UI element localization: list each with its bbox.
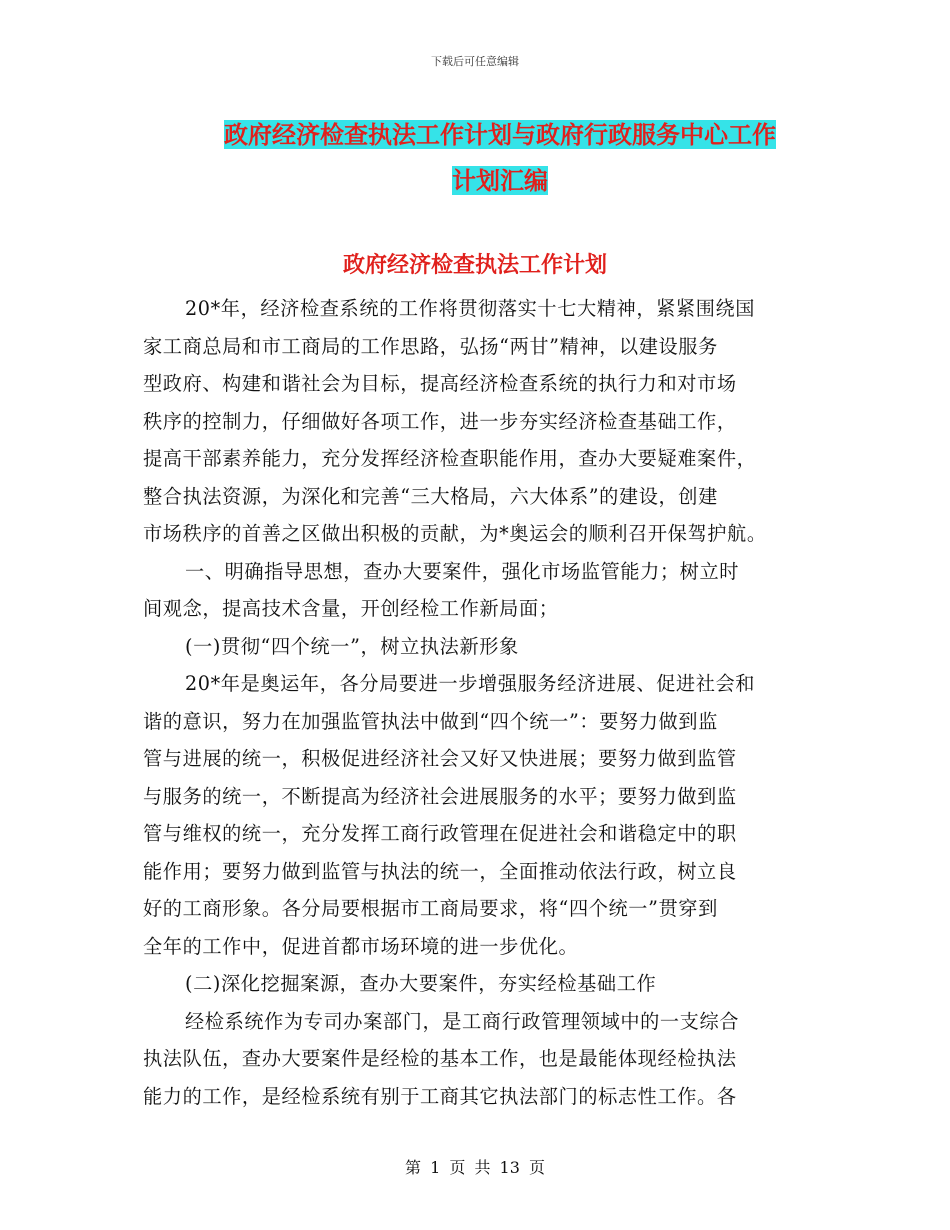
main-title: [195, 112, 805, 204]
body-line: 整合执法资源，为深化和完善“三大格局，六大体系”的建设，创建: [143, 484, 718, 508]
page-footer: 第 1 页 共 13 页: [405, 1158, 545, 1177]
body-line: 能作用；要努力做到监管与执法的统一，全面推动依法行政，树立良: [143, 859, 737, 883]
body-line: 家工商总局和市工商局的工作思路，弘扬“两甘”精神，以建设服务: [143, 334, 718, 358]
main-title-line2: 计划汇编: [452, 166, 548, 195]
main-title-line1: 政府经济检查执法工作计划与政府行政服务中心工作: [224, 120, 776, 149]
body-line: 经检系统作为专司办案部门，是工商行政管理领域中的一支综合: [185, 1009, 740, 1033]
header-note: 下载后可任意编辑: [431, 55, 519, 68]
body-line: 市场秩序的首善之区做出积极的贡献，为*奥运会的顺利召开保驾护航。: [143, 522, 767, 545]
body-line: 全年的工作中，促进首都市场环境的进一步优化。: [143, 934, 579, 958]
body-line: 提高干部素养能力，充分发挥经济检查职能作用，查办大要疑难案件，: [143, 447, 757, 470]
body-line: (二)深化挖掘案源，查办大要案件，夯实经检基础工作: [185, 972, 657, 995]
body-line: 管与维权的统一，充分发挥工商行政管理在促进社会和谐稳定中的职: [143, 822, 737, 845]
body-line: (一)贯彻“四个统一”，树立执法新形象: [185, 634, 519, 658]
body-line: 执法队伍，查办大要案件是经检的基本工作，也是最能体现经检执法: [143, 1047, 737, 1070]
body-line: 型政府、构建和谐社会为目标，提高经济检查系统的执行力和对市场: [143, 372, 737, 395]
body-line: 管与进展的统一，积极促进经济社会又好又快进展；要努力做到监管: [143, 747, 737, 770]
body-line: 20*年，经济检查系统的工作将贯彻落实十七大精神，紧紧围绕国: [185, 297, 756, 320]
body-line: 间观念，提高技术含量，开创经检工作新局面；: [143, 597, 559, 620]
section-title: 政府经济检查执法工作计划: [342, 252, 607, 278]
body-line: 一、明确指导思想，查办大要案件，强化市场监管能力；树立时: [185, 559, 740, 583]
body-line: 能力的工作，是经检系统有别于工商其它执法部门的标志性工作。各: [143, 1084, 737, 1108]
body-line: 谐的意识，努力在加强监管执法中做到“四个统一”：要努力做到监: [143, 709, 718, 733]
body-line: 秩序的控制力，仔细做好各项工作，进一步夯实经济检查基础工作，: [143, 409, 737, 433]
body-text: [143, 290, 818, 1115]
body-line: 好的工商形象。各分局要根据市工商局要求，将“四个统一”贯穿到: [143, 897, 718, 920]
body-line: 与服务的统一，不断提高为经济社会进展服务的水平；要努力做到监: [143, 784, 737, 808]
body-line: 20*年是奥运年，各分局要进一步增强服务经济进展、促进社会和: [185, 672, 756, 695]
